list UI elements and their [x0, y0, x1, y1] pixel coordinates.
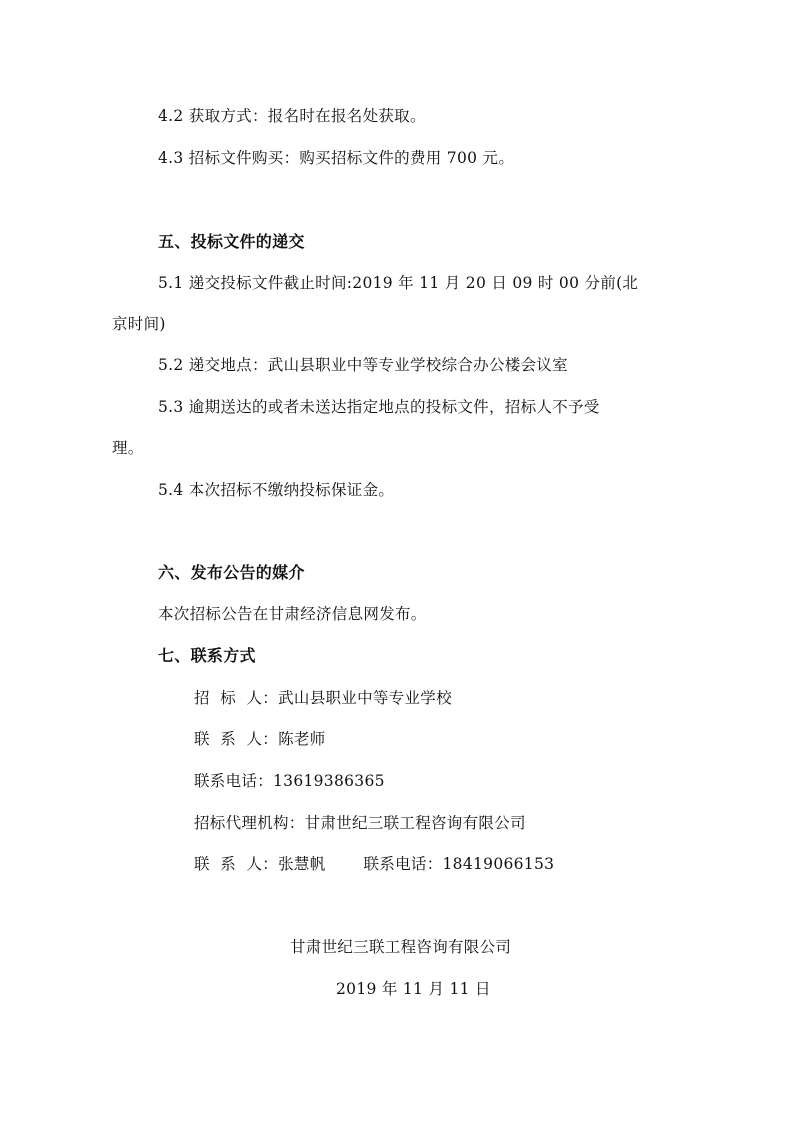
- section-5-heading: 五、投标文件的递交: [158, 232, 305, 251]
- section-7-heading: 七、联系方式: [158, 646, 256, 665]
- item-4-2: 4.2 获取方式：报名时在报名处获取。: [158, 107, 426, 125]
- contact-agency-person: 联 系 人：张慧帆: [194, 855, 326, 873]
- contact-tenderer: 招 标 人：武山县职业中等专业学校: [194, 689, 452, 707]
- signature-date: 2019 年 11 月 11 日: [336, 980, 491, 998]
- item-5-2: 5.2 递交地点：武山县职业中等专业学校综合办公楼会议室: [158, 356, 568, 374]
- section-6-text: 本次招标公告在甘肃经济信息网发布。: [158, 605, 427, 623]
- signature-company: 甘肃世纪三联工程咨询有限公司: [290, 938, 512, 956]
- item-5-4: 5.4 本次招标不缴纳投标保证金。: [158, 481, 395, 499]
- contact-agency-phone: 联系电话：18419066153: [363, 855, 555, 873]
- contact-tenderer-person: 联 系 人：陈老师: [194, 730, 326, 748]
- contact-tenderer-phone: 联系电话：13619386365: [194, 772, 385, 790]
- item-5-1-line1: 5.1 递交投标文件截止时间:2019 年 11 月 20 日 09 时 00 分前(北: [158, 274, 639, 292]
- contact-agency: 招标代理机构：甘肃世纪三联工程咨询有限公司: [194, 814, 526, 832]
- item-5-3-line2: 理。: [112, 439, 144, 457]
- section-6-heading: 六、发布公告的媒介: [158, 563, 305, 582]
- item-5-3-line1: 5.3 逾期送达的或者未送达指定地点的投标文件，招标人不予受: [158, 398, 600, 416]
- item-4-3: 4.3 招标文件购买：购买招标文件的费用 700 元。: [158, 149, 515, 167]
- item-5-1-line2: 京时间): [112, 315, 166, 333]
- contact-agency-row: [194, 853, 554, 875]
